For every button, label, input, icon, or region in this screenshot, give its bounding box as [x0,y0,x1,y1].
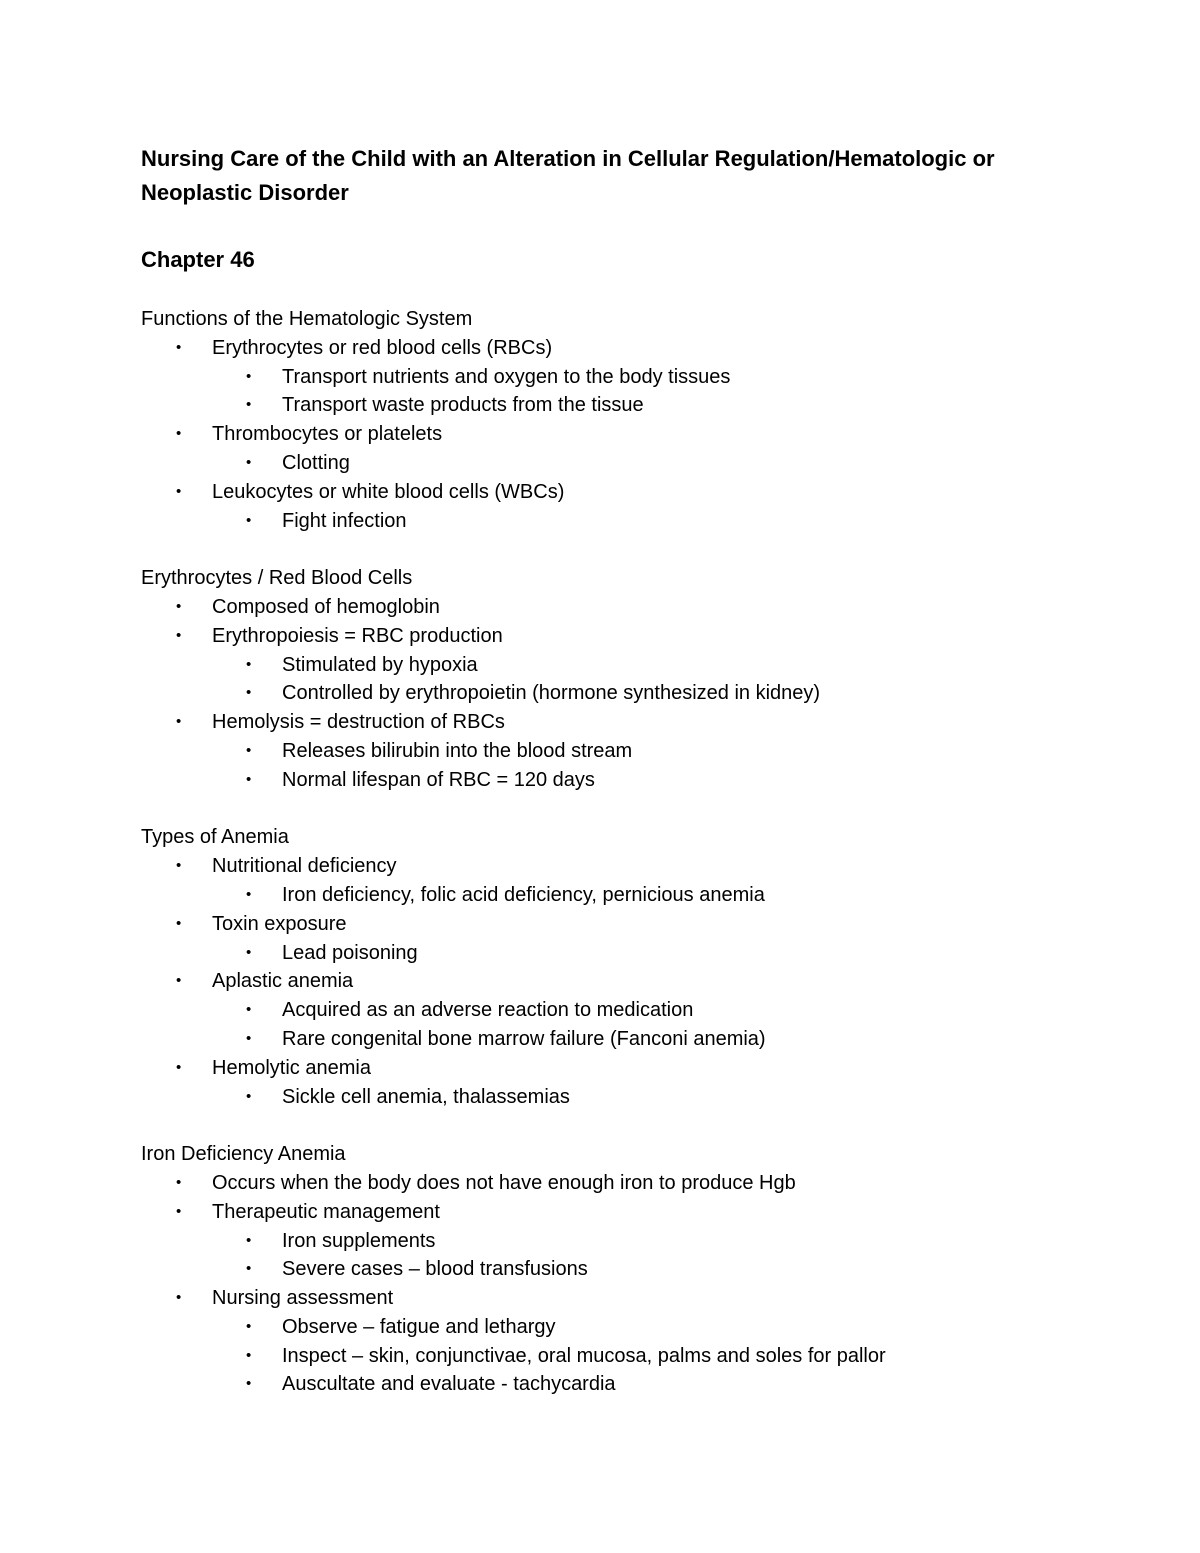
bullet-item-level-1 [141,708,1121,737]
bullet-item-level-1 [141,478,1121,507]
bullet-icon: • [246,655,252,673]
bullet-item-text: Inspect – skin, conjunctivae, oral mucosa, palms and soles for pallor [282,1344,886,1367]
bullet-icon: • [246,1001,252,1019]
bullet-icon: • [246,511,252,529]
bullet-item-text: Iron deficiency, folic acid deficiency, pernicious anemia [282,883,765,906]
bullet-item-text: Hemolytic anemia [212,1056,371,1079]
bullet-icon: • [246,741,252,759]
bullet-item-text: Hemolysis = destruction of RBCs [212,711,505,734]
bullet-icon: • [176,482,182,500]
bullet-icon: • [176,425,182,443]
bullet-item-text: Nursing assessment [212,1287,394,1310]
bullet-icon: • [246,684,252,702]
bullet-icon: • [176,1289,182,1307]
bullet-item-text: Nutritional deficiency [212,855,397,878]
bullet-item-text: Therapeutic management [212,1200,440,1223]
bullet-item-text: Normal lifespan of RBC = 120 days [282,768,595,791]
bullet-icon: • [176,597,182,615]
bullet-item-level-1 [141,593,1121,622]
section-heading: Iron Deficiency Anemia [141,1143,346,1166]
bullet-icon: • [246,453,252,471]
bullet-icon: • [246,396,252,414]
bullet-item-text: Controlled by erythropoietin (hormone synthesized in kidney) [282,682,821,705]
bullet-item-text: Occurs when the body does not have enough iron to produce Hgb [212,1171,796,1194]
bullet-item-level-1 [141,910,1121,939]
bullet-item-level-2 [141,1083,1121,1112]
bullet-item-level-2 [141,1255,1121,1284]
bullet-icon: • [176,1173,182,1191]
bullet-item-level-1 [141,967,1121,996]
bullet-icon: • [246,1375,252,1393]
bullet-item-text: Transport nutrients and oxygen to the body tissues [282,365,731,388]
bullet-item-text: Auscultate and evaluate - tachycardia [282,1373,616,1396]
bullet-item-level-2 [141,363,1121,392]
section-heading: Types of Anemia [141,826,289,849]
bullet-item-text: Rare congenital bone marrow failure (Fanconi anemia) [282,1027,766,1050]
bullet-icon: • [176,972,182,990]
bullet-icon: • [176,713,182,731]
bullet-item-text: Toxin exposure [212,912,347,935]
bullet-item-text: Aplastic anemia [212,970,354,993]
bullet-item-level-2 [141,1313,1121,1342]
bullet-icon: • [176,1058,182,1076]
bullet-item-level-2 [141,737,1121,766]
outline-section [141,564,1121,794]
bullet-item-level-1 [141,334,1121,363]
bullet-icon: • [246,367,252,385]
bullet-item-level-1 [141,1169,1121,1198]
outline-section [141,823,1121,1111]
bullet-icon: • [176,857,182,875]
bullet-item-text: Leukocytes or white blood cells (WBCs) [212,480,565,503]
bullet-item-text: Clotting [282,451,350,474]
bullet-item-level-1 [141,852,1121,881]
bullet-item-level-1 [141,420,1121,449]
bullet-icon: • [246,1317,252,1335]
bullet-item-level-2 [141,651,1121,680]
document-title: Nursing Care of the Child with an Alteration in Cellular Regulation/Hematologic or Neoplastic Disorder [141,146,995,205]
bullet-icon: • [176,914,182,932]
bullet-item-level-2 [141,1227,1121,1256]
chapter-heading: Chapter 46 [141,247,255,272]
bullet-icon: • [176,338,182,356]
bullet-item-level-2 [141,507,1121,536]
bullet-item-text: Transport waste products from the tissue [282,394,644,417]
bullet-item-level-2 [141,881,1121,910]
bullet-icon: • [246,943,252,961]
section-heading: Functions of the Hematologic System [141,308,473,330]
bullet-item-level-1 [141,1198,1121,1227]
bullet-item-level-1 [141,1284,1121,1313]
outline-section [141,305,1121,535]
bullet-item-text: Observe – fatigue and lethargy [282,1315,556,1338]
bullet-item-text: Iron supplements [282,1229,436,1252]
bullet-item-level-2 [141,1025,1121,1054]
bullet-item-level-2 [141,391,1121,420]
bullet-item-level-1 [141,622,1121,651]
bullet-item-text: Erythrocytes or red blood cells (RBCs) [212,336,553,359]
bullet-item-text: Releases bilirubin into the blood stream [282,739,633,762]
bullet-item-text: Lead poisoning [282,941,418,964]
bullet-item-level-2 [141,679,1121,708]
bullet-item-text: Fight infection [282,509,407,532]
bullet-item-level-2 [141,1370,1121,1399]
bullet-icon: • [246,770,252,788]
bullet-item-level-2 [141,996,1121,1025]
bullet-item-text: Acquired as an adverse reaction to medication [282,999,694,1022]
bullet-icon: • [246,1029,252,1047]
bullet-icon: • [246,1346,252,1364]
bullet-item-text: Sickle cell anemia, thalassemias [282,1085,570,1108]
bullet-icon: • [246,1087,252,1105]
section-heading: Erythrocytes / Red Blood Cells [141,567,413,590]
bullet-item-level-2 [141,939,1121,968]
bullet-icon: • [246,885,252,903]
bullet-item-level-2 [141,1342,1121,1371]
bullet-icon: • [176,626,182,644]
bullet-icon: • [176,1202,182,1220]
outline-section [141,1140,1121,1399]
bullet-item-level-2 [141,449,1121,478]
bullet-item-text: Stimulated by hypoxia [282,653,478,676]
bullet-icon: • [246,1260,252,1278]
bullet-item-text: Thrombocytes or platelets [212,423,443,446]
bullet-item-text: Composed of hemoglobin [212,595,440,618]
bullet-item-text: Erythropoiesis = RBC production [212,624,503,647]
bullet-item-level-1 [141,1054,1121,1083]
bullet-icon: • [246,1231,252,1249]
bullet-item-level-2 [141,766,1121,795]
bullet-item-text: Severe cases – blood transfusions [282,1258,588,1281]
document-body [141,305,1121,1428]
